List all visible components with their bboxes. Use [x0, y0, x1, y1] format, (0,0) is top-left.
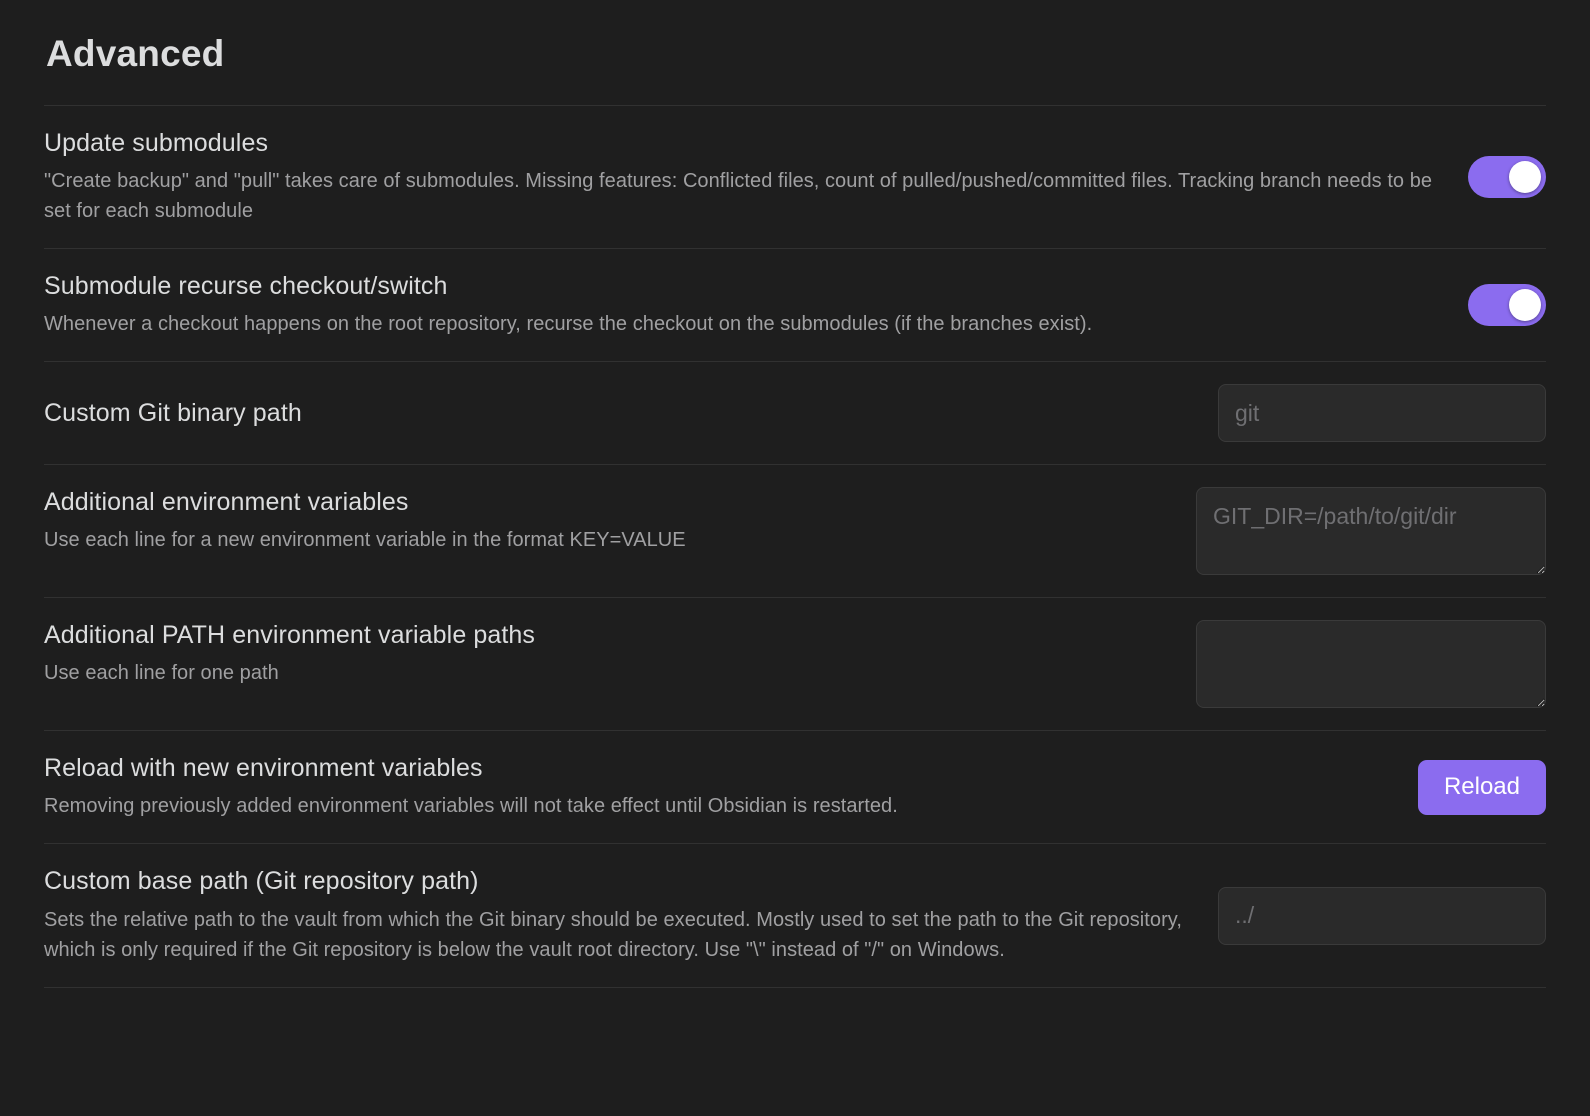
- setting-description: Whenever a checkout happens on the root repository, recurse the checkout on the submodules (if the branches exist).: [44, 313, 1093, 336]
- setting-description: Use each line for one path: [44, 662, 279, 685]
- setting-info: [44, 398, 1194, 429]
- setting-description: Use each line for a new environment variable in the format KEY=VALUE: [44, 529, 686, 552]
- setting-control: [1418, 760, 1546, 814]
- setting-item-update-submodules: [44, 105, 1546, 248]
- setting-control: [1468, 284, 1546, 326]
- toggle-knob-icon: [1509, 161, 1541, 193]
- reload-button[interactable]: Reload: [1418, 760, 1546, 814]
- setting-name: Custom Git binary path: [44, 398, 302, 427]
- setting-description: Sets the relative path to the vault from which the Git binary should be executed. Mostly used to set the path to the Git repository, which is only required if the Git repository is below the vault root directory. Use "\" instead of "/" on Windows.: [44, 908, 1182, 961]
- setting-info: [44, 271, 1444, 339]
- setting-control: [1468, 156, 1546, 198]
- setting-description: "Create backup" and "pull" takes care of submodules. Missing features: Conflicted files, count of pulled/pushed/committed files. Tracking branch needs to be set for each submodule: [44, 169, 1433, 222]
- additional-path-env-variable-paths-textarea[interactable]: [1196, 620, 1546, 708]
- setting-item-additional-path-env-variable-paths: [44, 597, 1546, 730]
- setting-item-submodule-recurse-checkout: [44, 248, 1546, 361]
- setting-item-reload-env-variables: [44, 730, 1546, 843]
- setting-info: [44, 487, 1172, 555]
- setting-name: Custom base path (Git repository path): [44, 867, 479, 896]
- setting-name: Reload with new environment variables: [44, 754, 483, 783]
- setting-info: [44, 866, 1194, 964]
- toggle-update-submodules[interactable]: [1468, 156, 1546, 198]
- divider: [44, 987, 1546, 988]
- setting-info: [44, 753, 1394, 821]
- setting-name: Update submodules: [44, 128, 269, 157]
- setting-item-custom-base-path: [44, 843, 1546, 986]
- toggle-knob-icon: [1509, 289, 1541, 321]
- setting-name: Additional PATH environment variable paths: [44, 621, 536, 650]
- setting-name: Additional environment variables: [44, 488, 409, 517]
- setting-name: Submodule recurse checkout/switch: [44, 271, 448, 300]
- setting-item-additional-env-variables: [44, 464, 1546, 597]
- setting-control: [1218, 384, 1546, 442]
- setting-info: [44, 620, 1172, 688]
- toggle-submodule-recurse-checkout[interactable]: [1468, 284, 1546, 326]
- setting-control: [1196, 620, 1546, 708]
- custom-git-binary-path-input[interactable]: [1218, 384, 1546, 442]
- setting-control: [1196, 487, 1546, 575]
- setting-description: Removing previously added environment variables will not take effect until Obsidian is restarted.: [44, 795, 898, 818]
- setting-control: [1218, 887, 1546, 945]
- page-title: Advanced: [46, 33, 225, 74]
- setting-item-custom-git-binary-path: [44, 361, 1546, 464]
- additional-env-variables-textarea[interactable]: [1196, 487, 1546, 575]
- setting-info: [44, 128, 1444, 226]
- custom-base-path-input[interactable]: [1218, 887, 1546, 945]
